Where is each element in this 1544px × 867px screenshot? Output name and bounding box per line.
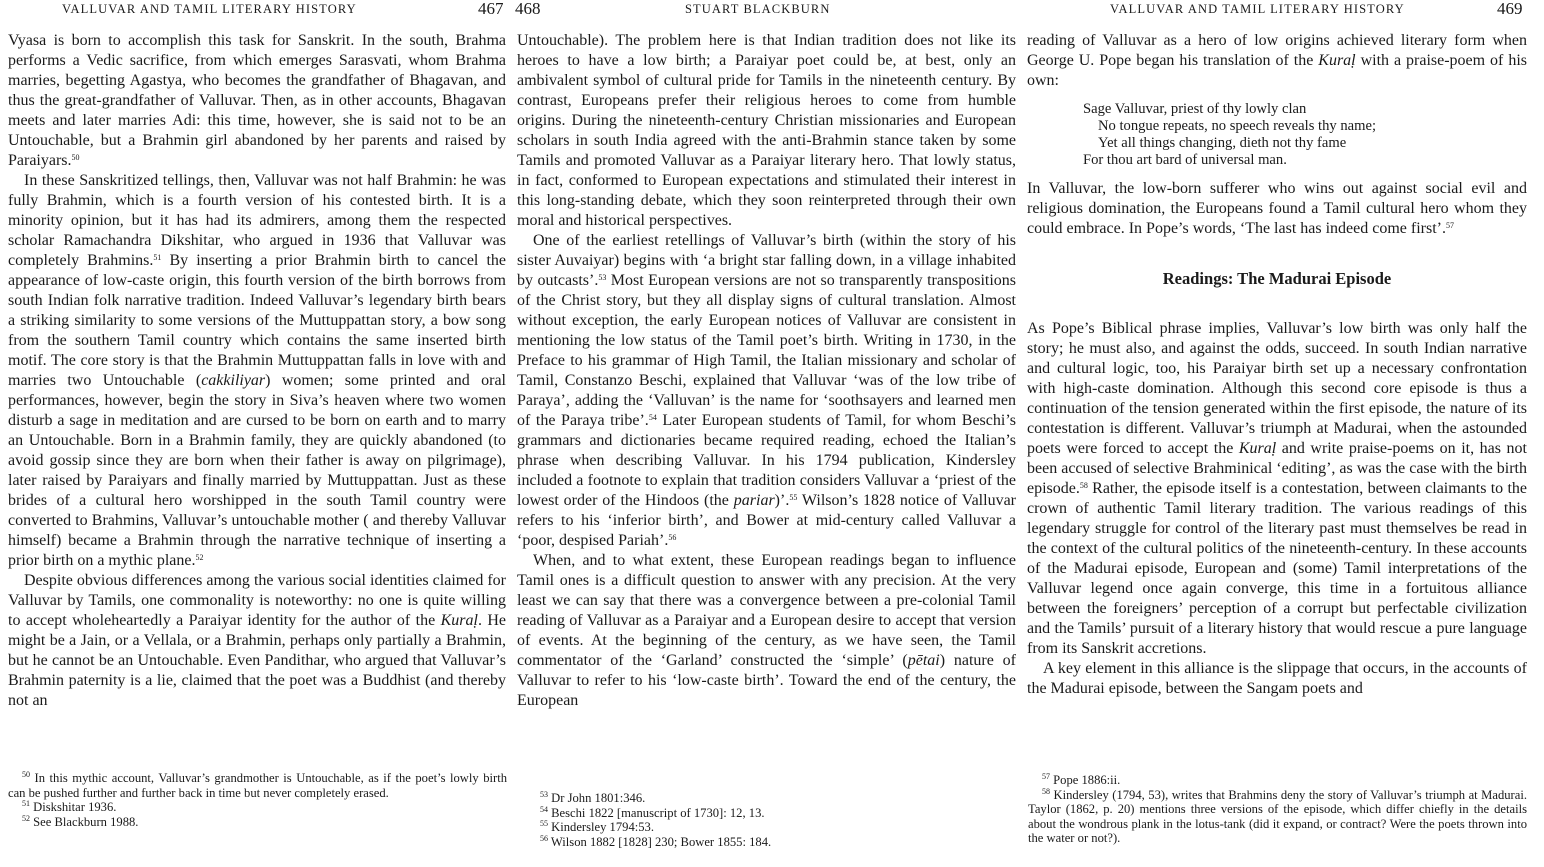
footnote-ref[interactable]: 53 <box>598 273 607 282</box>
footnote-ref[interactable]: 54 <box>648 413 657 422</box>
page-number: 468 <box>515 0 541 18</box>
paragraph: Despite obvious differences among the various social identities claimed for Valluvar by Tamils, one commonality is noteworthy: no one is quite willing to accept wholeheartedly a Paraiyar identity for the author of the Kuraḷ. He might be a Jain, or a Vellala, or a Brahmin, perhaps only partially a Brahmin, but he cannot be an Untouchable. Even Pandithar, who argued that Valluvar’s Brahmin paternity is a lie, claimed that the poet was a Buddhist (and thereby not an <box>8 572 506 709</box>
paragraph: As Pope’s Biblical phrase implies, Valluvar’s low birth was only half the story; he must also, and against the odds, succeed. In south Indian narrative and cultural logic, too, his Paraiyar birth set up a necessary confrontation with high-caste domination. Although this second core episode is thus a continuation of the tension generated within the first episode, the nature of its contestation is different. Valluvar’s triumph at Madurai, when the astounded poets were forced to accept the Kuraḷ and write praise-poems on it, has not been accused of selective Brahminical ‘editing’, as was the case with the birth episode.$^{58}$ Rather, the episode itself is a contestation, between claimants to the crown of authentic Tamil literary tradition. The various readings of this legendary struggle for control of the literary past must themselves be read in the context of the cultural politics of the nineteenth-century. In these accounts of the Madurai episode, European and (some) Tamil interpretations of the Valluvar legend once again converge, this time in a fortuitous alliance between the foreigners’ perception of a corrupt but perfectable civilization and the Tamils’ pursuit of a literary history that would rescue a pure language from its Sanskrit accretions. <box>1027 320 1527 657</box>
paragraph: In these Sanskritized tellings, then, Valluvar was not half Brahmin: he was fully Brahmin, which is a fourth version of his contested birth. It is a minority opinion, but it has had its admirers, among them the respected scholar Ramachandra Dikshitar, who argued in 1936 that Valluvar was completely Brahmins.$^{51}$ By inserting a prior Brahmin birth to cancel the appearance of low-caste origin, this fourth version of the birth borrows from south Indian folk narrative tradition. Indeed Valluvar’s legendary birth bears a striking similarity to some versions of the Muttuppattan story, a bow song from the southern Tamil country which contains the same inserted birth motif. The core story is that the Brahmin Muttuppattan falls in love with and marries two Untouchable (cakkiliyar) women; some printed and oral performances, however, begin the story in Siva’s heaven where two women disturb a sage in meditation and are cursed to be born on earth and to marry an Untouchable. Born in a Brahmin family, they are quickly abandoned (to avoid gossip since they are born when their father is away on pilgrimage), later raised by Paraiyars and finally married by Muttuppattan. Just as these brides of a cultural hero worshipped in the south Tamil country were converted to Brahmins, Valluvar’s untouchable mother ( and thereby Valluvar himself) became a Brahmin through the narrative technique of inserting a prior birth on a mythic plane.$^{52}$ <box>8 172 507 569</box>
footnotes <box>526 791 1016 849</box>
running-head: VALLUVAR AND TAMIL LITERARY HISTORY <box>1110 2 1405 16</box>
page-467 <box>0 0 510 867</box>
body-text <box>517 31 1016 711</box>
footnote: $^{51}$ Diskshitar 1936. <box>22 799 117 814</box>
footnote: $^{58}$ Kindersley (1794, 53), writes that Brahmins deny the story of Valluvar’s triumph at Madurai. Taylor (1862, p. 20) mentions three versions of the episode, which differ chiefly in the details about the wondrous plank in the lotus-tank (did it expand, or contract? Were the poets thrown into the water or not?). <box>1028 786 1527 845</box>
body-text <box>1027 31 1527 699</box>
page-number: 469 <box>1497 0 1523 18</box>
page-469 <box>1020 0 1544 867</box>
footnotes <box>1028 773 1527 846</box>
footnote: $^{52}$ See Blackburn 1988. <box>22 813 139 829</box>
footnote: $^{55}$ Kindersley 1794:53. <box>540 819 654 834</box>
page-header <box>0 2 510 22</box>
paragraph: When, and to what extent, these European readings began to influence Tamil ones is a difficult question to answer with any precision. At the very least we can say that there was a convergence between a pre-colonial Tamil reading of Valluvar as a Paraiyar and a European desire to accept that version of events. At the beginning of the century, as we have seen, the Tamil commentator of the ‘Garland’ constructed the ‘simple’ (pētai) nature of Valluvar to refer to his ‘low-caste birth’. Toward the end of the century, the European <box>517 552 1016 709</box>
running-head: VALLUVAR AND TAMIL LITERARY HISTORY <box>62 2 357 16</box>
paragraph: reading of Valluvar as a hero of low origins achieved literary form when George U. Pope began his translation of the Kuraḷ with a praise-poem of his own: <box>1027 32 1527 89</box>
page-header <box>510 2 1020 22</box>
footnote-ref[interactable]: 52 <box>195 553 204 562</box>
page-468 <box>510 0 1020 867</box>
footnote: $^{54}$ Beschi 1822 [manuscript of 1730]: 12, 13. <box>540 804 765 820</box>
footnote: $^{57}$ Pope 1886:ii. <box>1042 772 1121 787</box>
paragraph: One of the earliest retellings of Valluvar’s birth (within the story of his sister Auvaiyar) begins with ‘a bright star falling down, in a village inhabited by outcasts’.$^{53}$ Most European versions are not so transparently transpositions of the Christ story, but they all display signs of cultural translation. Almost without exception, the early European notices of Valluvar are consistent in mentioning the low status of the Tamil poet’s birth. Writing in 1730, in the Preface to his grammar of High Tamil, the Italian missionary and scholar of Tamil, Constanzo Beschi, explained that Valluvar ‘was of the low tribe of Paraya’, adding the ‘Valluvan’ is the name for ‘soothsayers and learned men of the Paraya tribe’.$^{54}$ Later European students of Tamil, for whom Beschi’s grammars and dictionaries became required reading, echoed the Italian’s phrase when describing Valluvar. In his 1794 publication, Kindersley included a footnote to explain that tradition considers Valluvar a ‘priest of the lowest order of the Hindoos (the pariar)’.$^{55}$ Wilson’s 1828 notice of Valluvar refers to his ‘inferior birth’, and Bower at mid-century called Valluvar a ‘poor, despised Pariah’.$^{56}$ <box>517 232 1017 549</box>
paragraph: In Valluvar, the low-born sufferer who wins out against social evil and religious domination, the Europeans found a Tamil cultural hero whom they could embrace. In Pope’s words, ‘The last has indeed come first’.$^{57}$ <box>1027 180 1527 237</box>
running-head: STUART BLACKBURN <box>685 2 831 16</box>
footnote-ref[interactable]: 50 <box>71 153 80 162</box>
verse-line: For thou art bard of universal man. <box>1083 152 1287 168</box>
paragraph: Untouchable). The problem here is that Indian tradition does not like its heroes to have a low birth; a Paraiyar poet could be, at best, only an ambivalent symbol of cultural pride for Tamils in the nineteenth century. By contrast, Europeans prefer their religious heroes to come from humble origins. During the nineteenth-century Christian missionaries and European scholars in south India agreed with the anti-Brahmin stance taken by some Tamils and promoted Valluvar as a Paraiyar literary hero. That lowly status, in fact, conformed to European expectations and stimulated their interest in this long-standing debate, which they soon reinterpreted through their own moral and historical perspectives. <box>517 32 1016 229</box>
paragraph: Vyasa is born to accomplish this task for Sanskrit. In the south, Brahma performs a Vedic sacrifice, from which emerges Sarasvati, whom Brahma marries, begetting Agastya, who becomes the grandfather of Bhagavan, and thus the great-grandfather of Valluvar. Then, as in other accounts, Bhagavan meets and later marries Adi: this time, however, she is said not to be an Untouchable, but a Brahmin girl abandoned by her parents and raised by Paraiyars.$^{50}$ <box>8 32 506 169</box>
footnote: $^{50}$ In this mythic account, Valluvar’s grandmother is Untouchable, as if the poet’s lowly birth can be pushed further and further back in time but never completely erased. <box>8 770 507 800</box>
footnote-ref[interactable]: 58 <box>1079 481 1088 490</box>
page-number: 467 <box>478 0 504 18</box>
footnote-ref[interactable]: 57 <box>1445 221 1454 230</box>
footnote-ref[interactable]: 51 <box>153 253 162 262</box>
page-header <box>1020 2 1544 22</box>
paragraph: A key element in this alliance is the slippage that occurs, in the accounts of the Madurai episode, between the Sangam poets and <box>1027 660 1527 697</box>
footnote-ref[interactable]: 56 <box>668 533 677 542</box>
section-heading: Readings: The Madurai Episode <box>1162 269 1392 288</box>
footnotes <box>8 771 507 829</box>
verse-line: Sage Valluvar, priest of thy lowly clan <box>1083 101 1307 117</box>
footnote: $^{56}$ Wilson 1882 [1828] 230; Bower 1855: 184. <box>540 833 772 849</box>
body-text <box>8 31 506 711</box>
footnote-ref[interactable]: 55 <box>789 493 798 502</box>
verse-line: No tongue repeats, no speech reveals thy name; <box>1098 118 1376 134</box>
footnote: $^{53}$ Dr John 1801:346. <box>540 790 646 805</box>
verse-line: Yet all things changing, dieth not thy fame <box>1098 135 1347 151</box>
verse-quote <box>1083 101 1527 169</box>
